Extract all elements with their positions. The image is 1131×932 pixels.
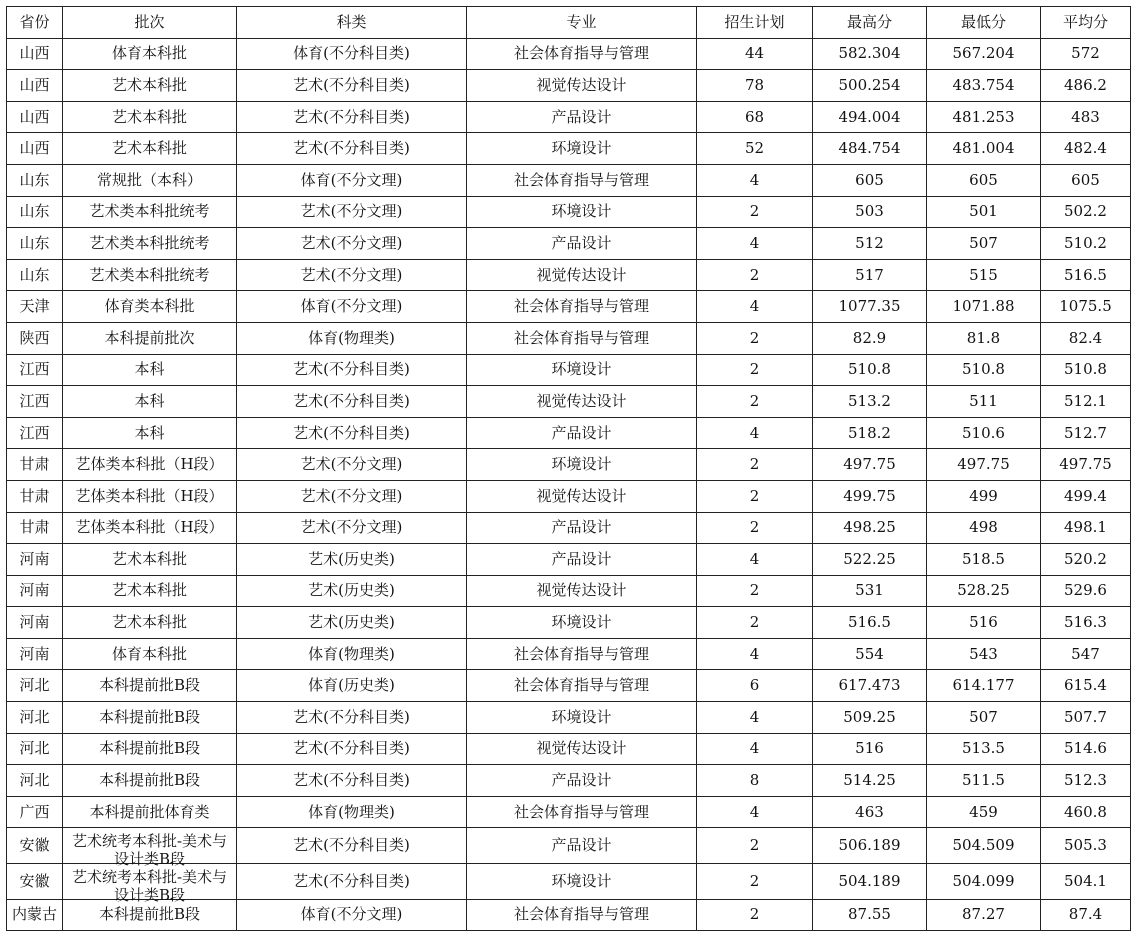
- cell-category: 艺术(不分文理): [237, 259, 467, 291]
- cell-enrollment-plan: 4: [697, 417, 813, 449]
- cell-category: 体育(物理类): [237, 638, 467, 670]
- cell-min-score: 515: [927, 259, 1041, 291]
- cell-max-score: 498.25: [813, 512, 927, 544]
- cell-min-score: 1071.88: [927, 291, 1041, 323]
- cell-avg-score: 547: [1041, 638, 1131, 670]
- cell-max-score: 87.55: [813, 899, 927, 931]
- cell-avg-score: 516.5: [1041, 259, 1131, 291]
- cell-min-score: 481.004: [927, 133, 1041, 165]
- cell-max-score: 518.2: [813, 417, 927, 449]
- cell-avg-score: 512.3: [1041, 765, 1131, 797]
- cell-province: 河北: [7, 765, 63, 797]
- cell-province: 山东: [7, 228, 63, 260]
- cell-major: 产品设计: [467, 544, 697, 576]
- cell-batch: 本科提前批B段: [63, 765, 237, 797]
- cell-category: 艺术(历史类): [237, 607, 467, 639]
- cell-enrollment-plan: 2: [697, 259, 813, 291]
- cell-max-score: 463: [813, 796, 927, 828]
- cell-max-score: 517: [813, 259, 927, 291]
- cell-batch-text: 艺术统考本科批-美术与设计类B段: [71, 868, 228, 905]
- table-body: [7, 38, 1131, 931]
- cell-batch: 艺术本科批: [63, 607, 237, 639]
- cell-avg-score: 483: [1041, 101, 1131, 133]
- cell-batch: 艺术类本科批统考: [63, 259, 237, 291]
- table-row: [7, 864, 1131, 900]
- cell-category: 艺术(不分科目类): [237, 864, 467, 900]
- cell-min-score: 510.6: [927, 417, 1041, 449]
- cell-max-score: 500.254: [813, 70, 927, 102]
- cell-min-score: 498: [927, 512, 1041, 544]
- cell-batch: 艺体类本科批（H段）: [63, 512, 237, 544]
- cell-min-score: 87.27: [927, 899, 1041, 931]
- cell-min-score: 507: [927, 702, 1041, 734]
- cell-avg-score: 520.2: [1041, 544, 1131, 576]
- cell-category: 艺术(不分文理): [237, 196, 467, 228]
- cell-province: 山西: [7, 38, 63, 70]
- cell-enrollment-plan: 2: [697, 480, 813, 512]
- cell-enrollment-plan: 2: [697, 864, 813, 900]
- cell-batch: 本科提前批B段: [63, 702, 237, 734]
- header-min-score: 最低分: [927, 7, 1041, 39]
- cell-batch: 艺术类本科批统考: [63, 228, 237, 260]
- cell-major: 产品设计: [467, 101, 697, 133]
- cell-enrollment-plan: 4: [697, 702, 813, 734]
- cell-avg-score: 497.75: [1041, 449, 1131, 481]
- cell-avg-score: 512.7: [1041, 417, 1131, 449]
- cell-category: 艺术(不分科目类): [237, 702, 467, 734]
- cell-category: 体育(不分文理): [237, 291, 467, 323]
- cell-major: 产品设计: [467, 828, 697, 864]
- cell-major: 产品设计: [467, 765, 697, 797]
- cell-category: 艺术(不分科目类): [237, 70, 467, 102]
- cell-major: 产品设计: [467, 417, 697, 449]
- cell-max-score: 516.5: [813, 607, 927, 639]
- header-batch: 批次: [63, 7, 237, 39]
- cell-min-score: 510.8: [927, 354, 1041, 386]
- cell-category: 艺术(不分文理): [237, 228, 467, 260]
- cell-min-score: 528.25: [927, 575, 1041, 607]
- cell-major: 视觉传达设计: [467, 480, 697, 512]
- cell-batch: 艺术类本科批统考: [63, 196, 237, 228]
- cell-category: 体育(不分科目类): [237, 38, 467, 70]
- table-row: [7, 196, 1131, 228]
- cell-province: 山西: [7, 133, 63, 165]
- header-max-score: 最高分: [813, 7, 927, 39]
- cell-major: 产品设计: [467, 228, 697, 260]
- cell-min-score: 501: [927, 196, 1041, 228]
- cell-category: 艺术(不分科目类): [237, 828, 467, 864]
- cell-enrollment-plan: 2: [697, 899, 813, 931]
- cell-min-score: 543: [927, 638, 1041, 670]
- cell-enrollment-plan: 44: [697, 38, 813, 70]
- cell-min-score: 605: [927, 164, 1041, 196]
- cell-batch: [63, 828, 237, 869]
- cell-major: 视觉传达设计: [467, 386, 697, 418]
- cell-province: 山东: [7, 164, 63, 196]
- admission-score-table: [6, 6, 1131, 931]
- cell-max-score: 497.75: [813, 449, 927, 481]
- cell-category: 艺术(历史类): [237, 575, 467, 607]
- cell-max-score: 499.75: [813, 480, 927, 512]
- cell-max-score: 484.754: [813, 133, 927, 165]
- cell-min-score: 483.754: [927, 70, 1041, 102]
- cell-avg-score: 507.7: [1041, 702, 1131, 734]
- cell-batch: 本科提前批B段: [63, 733, 237, 765]
- cell-max-score: 554: [813, 638, 927, 670]
- cell-province: 山西: [7, 101, 63, 133]
- cell-province: 天津: [7, 291, 63, 323]
- cell-province: 陕西: [7, 322, 63, 354]
- cell-max-score: 1077.35: [813, 291, 927, 323]
- cell-enrollment-plan: 6: [697, 670, 813, 702]
- cell-major: 社会体育指导与管理: [467, 38, 697, 70]
- cell-category: 体育(不分文理): [237, 164, 467, 196]
- cell-min-score: 567.204: [927, 38, 1041, 70]
- cell-min-score: 81.8: [927, 322, 1041, 354]
- cell-province: 江西: [7, 417, 63, 449]
- cell-category: 艺术(不分文理): [237, 449, 467, 481]
- cell-max-score: 504.189: [813, 864, 927, 900]
- cell-batch: 本科提前批B段: [63, 899, 237, 931]
- cell-avg-score: 615.4: [1041, 670, 1131, 702]
- cell-batch: 体育本科批: [63, 38, 237, 70]
- cell-major: 社会体育指导与管理: [467, 670, 697, 702]
- cell-min-score: 504.099: [927, 864, 1041, 900]
- cell-batch: 体育本科批: [63, 638, 237, 670]
- cell-major: 环境设计: [467, 354, 697, 386]
- cell-category: 艺术(不分科目类): [237, 354, 467, 386]
- table-row: [7, 70, 1131, 102]
- cell-category: 艺术(不分科目类): [237, 386, 467, 418]
- cell-batch: 本科: [63, 417, 237, 449]
- cell-enrollment-plan: 4: [697, 164, 813, 196]
- cell-batch: 艺术本科批: [63, 101, 237, 133]
- cell-province: 山西: [7, 70, 63, 102]
- cell-max-score: 522.25: [813, 544, 927, 576]
- cell-avg-score: 498.1: [1041, 512, 1131, 544]
- cell-batch: 艺术本科批: [63, 133, 237, 165]
- table-row: [7, 228, 1131, 260]
- cell-avg-score: 87.4: [1041, 899, 1131, 931]
- table-row: [7, 638, 1131, 670]
- cell-batch: [63, 864, 237, 905]
- cell-major: 社会体育指导与管理: [467, 899, 697, 931]
- cell-max-score: 503: [813, 196, 927, 228]
- cell-province: 河南: [7, 607, 63, 639]
- cell-enrollment-plan: 2: [697, 322, 813, 354]
- cell-batch: 本科提前批B段: [63, 670, 237, 702]
- cell-max-score: 513.2: [813, 386, 927, 418]
- cell-enrollment-plan: 2: [697, 354, 813, 386]
- table-row: [7, 733, 1131, 765]
- cell-major: 环境设计: [467, 702, 697, 734]
- cell-min-score: 504.509: [927, 828, 1041, 864]
- cell-major: 环境设计: [467, 864, 697, 900]
- cell-max-score: 531: [813, 575, 927, 607]
- table-row: [7, 575, 1131, 607]
- cell-province: 甘肃: [7, 480, 63, 512]
- cell-major: 环境设计: [467, 607, 697, 639]
- table-header-row: [7, 7, 1131, 39]
- cell-province: 河南: [7, 638, 63, 670]
- cell-batch: 艺体类本科批（H段）: [63, 480, 237, 512]
- cell-avg-score: 516.3: [1041, 607, 1131, 639]
- cell-category: 体育(物理类): [237, 796, 467, 828]
- table-row: [7, 828, 1131, 864]
- cell-province: 山东: [7, 196, 63, 228]
- cell-max-score: 512: [813, 228, 927, 260]
- cell-batch: 艺术本科批: [63, 544, 237, 576]
- header-enrollment-plan: 招生计划: [697, 7, 813, 39]
- cell-category: 艺术(不分科目类): [237, 733, 467, 765]
- cell-max-score: 516: [813, 733, 927, 765]
- cell-enrollment-plan: 78: [697, 70, 813, 102]
- cell-max-score: 82.9: [813, 322, 927, 354]
- cell-min-score: 459: [927, 796, 1041, 828]
- cell-province: 河北: [7, 733, 63, 765]
- cell-province: 河南: [7, 544, 63, 576]
- cell-max-score: 617.473: [813, 670, 927, 702]
- table-row: [7, 480, 1131, 512]
- cell-min-score: 614.177: [927, 670, 1041, 702]
- cell-enrollment-plan: 8: [697, 765, 813, 797]
- table-row: [7, 670, 1131, 702]
- cell-enrollment-plan: 2: [697, 828, 813, 864]
- table-row: [7, 164, 1131, 196]
- cell-enrollment-plan: 2: [697, 512, 813, 544]
- cell-batch: 艺术本科批: [63, 70, 237, 102]
- cell-batch: 常规批（本科）: [63, 164, 237, 196]
- cell-avg-score: 460.8: [1041, 796, 1131, 828]
- cell-province: 广西: [7, 796, 63, 828]
- header-major: 专业: [467, 7, 697, 39]
- cell-max-score: 510.8: [813, 354, 927, 386]
- cell-avg-score: 499.4: [1041, 480, 1131, 512]
- cell-major: 视觉传达设计: [467, 575, 697, 607]
- table-row: [7, 386, 1131, 418]
- cell-province: 甘肃: [7, 449, 63, 481]
- cell-enrollment-plan: 2: [697, 607, 813, 639]
- table-row: [7, 133, 1131, 165]
- cell-min-score: 497.75: [927, 449, 1041, 481]
- table-row: [7, 259, 1131, 291]
- cell-avg-score: 482.4: [1041, 133, 1131, 165]
- cell-avg-score: 504.1: [1041, 864, 1131, 900]
- table-row: [7, 544, 1131, 576]
- cell-batch: 艺体类本科批（H段）: [63, 449, 237, 481]
- table-row: [7, 796, 1131, 828]
- cell-max-score: 514.25: [813, 765, 927, 797]
- cell-avg-score: 514.6: [1041, 733, 1131, 765]
- cell-enrollment-plan: 52: [697, 133, 813, 165]
- cell-major: 环境设计: [467, 196, 697, 228]
- table-row: [7, 417, 1131, 449]
- cell-major: 视觉传达设计: [467, 733, 697, 765]
- cell-min-score: 511.5: [927, 765, 1041, 797]
- cell-major: 环境设计: [467, 449, 697, 481]
- cell-category: 体育(不分文理): [237, 899, 467, 931]
- cell-enrollment-plan: 2: [697, 196, 813, 228]
- cell-province: 山东: [7, 259, 63, 291]
- table-row: [7, 101, 1131, 133]
- cell-major: 社会体育指导与管理: [467, 322, 697, 354]
- table-row: [7, 354, 1131, 386]
- cell-province: 河南: [7, 575, 63, 607]
- table-row: [7, 702, 1131, 734]
- table-row: [7, 607, 1131, 639]
- cell-province: 安徽: [7, 864, 63, 900]
- cell-min-score: 507: [927, 228, 1041, 260]
- cell-category: 体育(物理类): [237, 322, 467, 354]
- cell-enrollment-plan: 4: [697, 796, 813, 828]
- cell-enrollment-plan: 4: [697, 544, 813, 576]
- cell-province: 江西: [7, 354, 63, 386]
- cell-avg-score: 502.2: [1041, 196, 1131, 228]
- cell-avg-score: 510.8: [1041, 354, 1131, 386]
- cell-category: 艺术(不分科目类): [237, 101, 467, 133]
- table-row: [7, 765, 1131, 797]
- cell-province: 安徽: [7, 828, 63, 864]
- cell-category: 艺术(历史类): [237, 544, 467, 576]
- cell-min-score: 518.5: [927, 544, 1041, 576]
- cell-enrollment-plan: 2: [697, 386, 813, 418]
- table-row: [7, 38, 1131, 70]
- cell-batch: 艺术本科批: [63, 575, 237, 607]
- cell-max-score: 494.004: [813, 101, 927, 133]
- cell-province: 江西: [7, 386, 63, 418]
- cell-avg-score: 486.2: [1041, 70, 1131, 102]
- cell-batch-text: 艺术统考本科批-美术与设计类B段: [71, 832, 228, 869]
- cell-province: 河北: [7, 702, 63, 734]
- cell-category: 艺术(不分文理): [237, 480, 467, 512]
- cell-category: 艺术(不分科目类): [237, 417, 467, 449]
- cell-min-score: 516: [927, 607, 1041, 639]
- header-category: 科类: [237, 7, 467, 39]
- header-province: 省份: [7, 7, 63, 39]
- cell-batch: 本科: [63, 386, 237, 418]
- table-row: [7, 449, 1131, 481]
- cell-min-score: 513.5: [927, 733, 1041, 765]
- cell-enrollment-plan: 4: [697, 638, 813, 670]
- cell-avg-score: 512.1: [1041, 386, 1131, 418]
- cell-major: 产品设计: [467, 512, 697, 544]
- cell-avg-score: 1075.5: [1041, 291, 1131, 323]
- cell-category: 艺术(不分科目类): [237, 133, 467, 165]
- cell-province: 内蒙古: [7, 899, 63, 931]
- cell-province: 甘肃: [7, 512, 63, 544]
- cell-enrollment-plan: 68: [697, 101, 813, 133]
- cell-major: 环境设计: [467, 133, 697, 165]
- cell-avg-score: 510.2: [1041, 228, 1131, 260]
- cell-avg-score: 605: [1041, 164, 1131, 196]
- table-row: [7, 322, 1131, 354]
- cell-enrollment-plan: 4: [697, 733, 813, 765]
- cell-category: 艺术(不分科目类): [237, 765, 467, 797]
- header-avg-score: 平均分: [1041, 7, 1131, 39]
- cell-batch: 本科: [63, 354, 237, 386]
- cell-major: 社会体育指导与管理: [467, 638, 697, 670]
- cell-batch: 本科提前批次: [63, 322, 237, 354]
- cell-avg-score: 572: [1041, 38, 1131, 70]
- cell-enrollment-plan: 2: [697, 449, 813, 481]
- cell-major: 视觉传达设计: [467, 259, 697, 291]
- cell-major: 社会体育指导与管理: [467, 164, 697, 196]
- cell-max-score: 582.304: [813, 38, 927, 70]
- cell-avg-score: 505.3: [1041, 828, 1131, 864]
- cell-max-score: 605: [813, 164, 927, 196]
- cell-category: 艺术(不分文理): [237, 512, 467, 544]
- cell-max-score: 506.189: [813, 828, 927, 864]
- cell-min-score: 481.253: [927, 101, 1041, 133]
- cell-avg-score: 529.6: [1041, 575, 1131, 607]
- cell-batch: 本科提前批体育类: [63, 796, 237, 828]
- cell-max-score: 509.25: [813, 702, 927, 734]
- cell-category: 体育(历史类): [237, 670, 467, 702]
- table-row: [7, 512, 1131, 544]
- table-row: [7, 291, 1131, 323]
- cell-major: 社会体育指导与管理: [467, 796, 697, 828]
- cell-avg-score: 82.4: [1041, 322, 1131, 354]
- cell-enrollment-plan: 4: [697, 291, 813, 323]
- cell-province: 河北: [7, 670, 63, 702]
- cell-batch: 体育类本科批: [63, 291, 237, 323]
- cell-min-score: 511: [927, 386, 1041, 418]
- cell-major: 社会体育指导与管理: [467, 291, 697, 323]
- cell-major: 视觉传达设计: [467, 70, 697, 102]
- cell-enrollment-plan: 4: [697, 228, 813, 260]
- cell-min-score: 499: [927, 480, 1041, 512]
- cell-enrollment-plan: 2: [697, 575, 813, 607]
